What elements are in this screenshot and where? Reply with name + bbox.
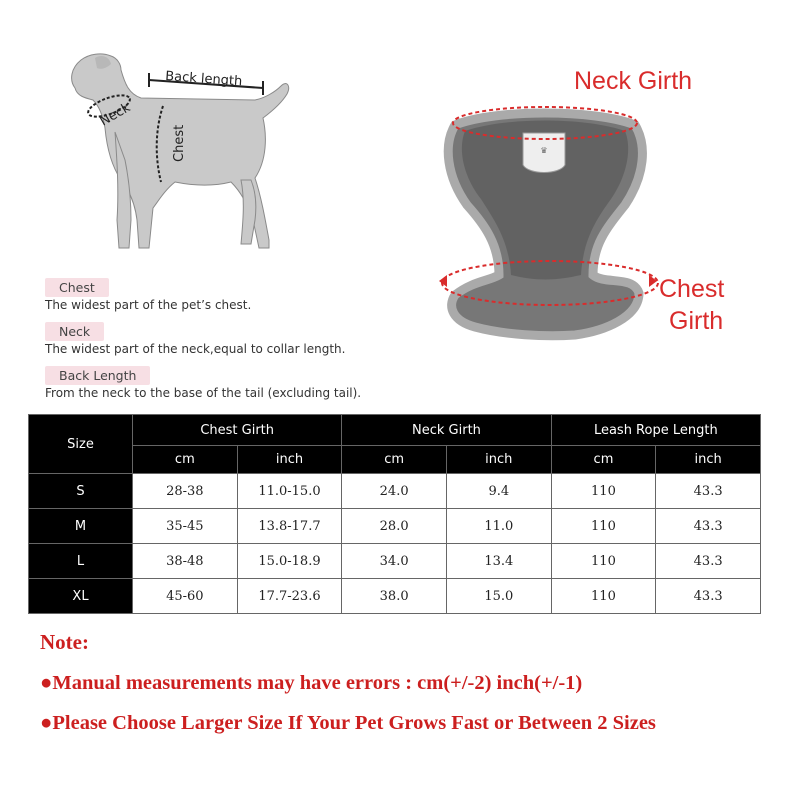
- unit-header: inch: [446, 446, 551, 474]
- unit-header: inch: [656, 446, 761, 474]
- table-cell: 35-45: [133, 509, 238, 544]
- group-header-leash-rope-length: Leash Rope Length: [551, 415, 760, 446]
- table-row: [29, 509, 761, 544]
- unit-header: cm: [342, 446, 447, 474]
- table-cell: 17.7-23.6: [237, 579, 342, 614]
- note-line-measurement-errors: ●Manual measurements may have errors : cm(+/-2) inch(+/-1): [40, 672, 583, 694]
- size-cell: XL: [29, 579, 133, 614]
- group-header-chest-girth: Chest Girth: [133, 415, 342, 446]
- group-header-neck-girth: Neck Girth: [342, 415, 551, 446]
- definition-text-back-length: From the neck to the base of the tail (excluding tail).: [45, 386, 362, 400]
- chest-girth-label-line1: Chest: [659, 275, 725, 303]
- table-cell: 11.0: [446, 509, 551, 544]
- harness-illustration: [425, 95, 665, 360]
- size-cell: S: [29, 474, 133, 509]
- table-cell: 43.3: [656, 509, 761, 544]
- table-cell: 43.3: [656, 544, 761, 579]
- table-cell: 110: [551, 474, 656, 509]
- unit-header: cm: [133, 446, 238, 474]
- size-cell: L: [29, 544, 133, 579]
- size-chart-table: [28, 414, 761, 614]
- table-row: [29, 544, 761, 579]
- definition-tag-back-length: Back Length: [45, 366, 150, 385]
- note-line-choose-larger-size: ●Please Choose Larger Size If Your Pet Grows Fast or Between 2 Sizes: [40, 712, 656, 734]
- table-cell: 28.0: [342, 509, 447, 544]
- definition-tag-chest: Chest: [45, 278, 109, 297]
- svg-text:♛: ♛: [540, 146, 548, 155]
- table-cell: 13.4: [446, 544, 551, 579]
- table-cell: 28-38: [133, 474, 238, 509]
- table-cell: 13.8-17.7: [237, 509, 342, 544]
- table-cell: 9.4: [446, 474, 551, 509]
- table-cell: 24.0: [342, 474, 447, 509]
- table-cell: 15.0: [446, 579, 551, 614]
- chest-girth-label-line2: Girth: [669, 307, 724, 335]
- table-cell: 110: [551, 579, 656, 614]
- table-cell: 38-48: [133, 544, 238, 579]
- chest-label: Chest: [172, 124, 187, 162]
- size-cell: M: [29, 509, 133, 544]
- size-header: Size: [29, 415, 133, 474]
- table-cell: 43.3: [656, 579, 761, 614]
- table-row: [29, 579, 761, 614]
- neck-girth-label: Neck Girth: [574, 67, 693, 95]
- definition-text-neck: The widest part of the neck,equal to collar length.: [45, 342, 346, 356]
- table-cell: 110: [551, 544, 656, 579]
- dog-measurement-diagram: [55, 40, 315, 270]
- table-row: [29, 474, 761, 509]
- unit-header: inch: [237, 446, 342, 474]
- table-cell: 11.0-15.0: [237, 474, 342, 509]
- definition-text-chest: The widest part of the pet’s chest.: [45, 298, 252, 312]
- note-heading: Note:: [40, 630, 89, 654]
- table-cell: 15.0-18.9: [237, 544, 342, 579]
- back-length-label: Back length: [164, 69, 243, 90]
- table-cell: 34.0: [342, 544, 447, 579]
- definition-tag-neck: Neck: [45, 322, 104, 341]
- unit-header: cm: [551, 446, 656, 474]
- neck-label: Neck: [97, 100, 134, 130]
- table-cell: 110: [551, 509, 656, 544]
- table-cell: 45-60: [133, 579, 238, 614]
- table-cell: 43.3: [656, 474, 761, 509]
- table-cell: 38.0: [342, 579, 447, 614]
